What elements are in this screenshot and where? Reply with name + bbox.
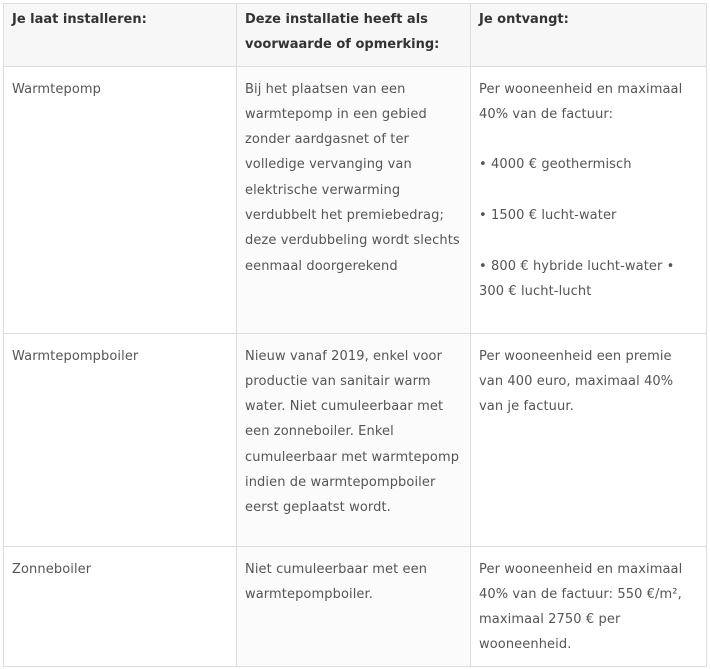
header-installation: Je laat installeren: <box>4 4 237 67</box>
cell-receive <box>471 66 707 333</box>
table-row <box>4 66 707 333</box>
receive-line: Per wooneenheid en maximaal 40% van de factuur: 550 €/m², maximaal 2750 € per wooneenheid. <box>479 561 683 653</box>
cell-condition: Niet cumuleerbaar met een warmtepompboiler. <box>237 546 471 666</box>
header-receive: Je ontvangt: <box>471 4 707 67</box>
subsidy-table <box>3 3 707 667</box>
header-condition: Deze installatie heeft als voorwaarde of opmerking: <box>237 4 471 67</box>
cell-installation: Warmtepompboiler <box>4 333 237 546</box>
receive-line: • 4000 € geothermisch <box>479 157 632 173</box>
cell-receive <box>471 546 707 666</box>
receive-line: • 800 € hybride lucht-water • 300 € lucht-lucht <box>479 258 675 299</box>
receive-line: Per wooneenheid en maximaal 40% van de factuur: <box>479 81 683 122</box>
table-row <box>4 333 707 546</box>
cell-receive <box>471 333 707 546</box>
table-row <box>4 546 707 666</box>
cell-installation: Zonneboiler <box>4 546 237 666</box>
cell-condition: Bij het plaatsen van een warmtepomp in een gebied zonder aardgasnet of ter volledige vervanging van elektrische verwarming verdubbelt het premiebedrag; deze verdubbeling wordt slechts eenmaal doorgerekend <box>237 66 471 333</box>
cell-condition: Nieuw vanaf 2019, enkel voor productie van sanitair warm water. Niet cumuleerbaar met een zonneboiler. Enkel cumuleerbaar met warmtepomp indien de warmtepompboiler eerst geplaatst wordt. <box>237 333 471 546</box>
receive-line: • 1500 € lucht-water <box>479 208 617 224</box>
receive-line: Per wooneenheid een premie van 400 euro, maximaal 40% van je factuur. <box>479 348 674 415</box>
cell-installation: Warmtepomp <box>4 66 237 333</box>
table-header-row <box>4 4 707 67</box>
